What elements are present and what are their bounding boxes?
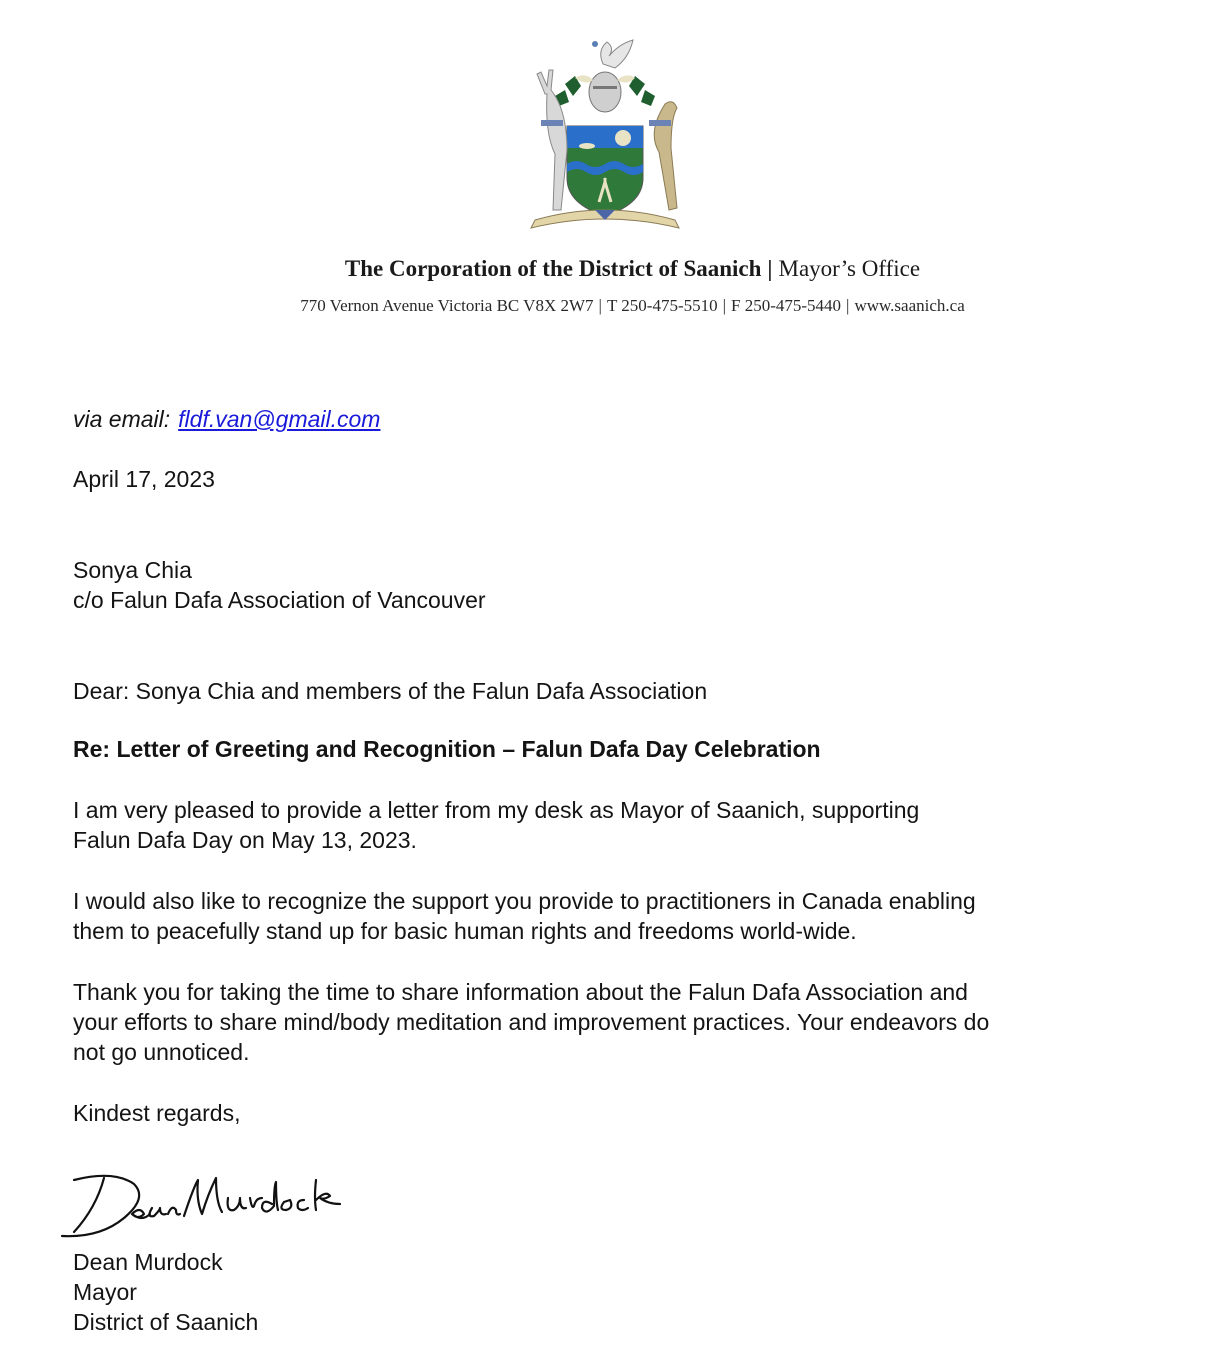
- via-label: via email:: [73, 406, 171, 432]
- via-email-line: [73, 404, 380, 434]
- address: 770 Vernon Avenue Victoria BC V8X 2W7: [300, 296, 594, 315]
- salutation: Dear: Sonya Chia and members of the Falun Dafa Association: [73, 678, 708, 704]
- signer-organization: District of Saanich: [73, 1309, 259, 1335]
- signer-name: Dean Murdock: [73, 1249, 223, 1275]
- website-link[interactable]: www.saanich.ca: [854, 296, 965, 315]
- letterhead-contact: 770 Vernon Avenue Victoria BC V8X 2W7 | T 250-475-5510 | F 250-475-5440 | www.saanich.ca: [300, 296, 965, 315]
- letterhead-title: [0, 256, 1205, 282]
- paragraph-1: I am very pleased to provide a letter from my desk as Mayor of Saanich, supporting Falun Dafa Day on May 13, 2023.: [73, 797, 920, 853]
- closing: Kindest regards,: [73, 1100, 241, 1126]
- phone: T 250-475-5510: [606, 296, 718, 315]
- recipient-block: [73, 555, 486, 615]
- signature-icon: [60, 1168, 350, 1240]
- office-name: Mayor’s Office: [778, 256, 921, 281]
- signer-title: Mayor: [73, 1279, 137, 1305]
- paragraph-3: Thank you for taking the time to share information about the Falun Dafa Association and your efforts to share mind/body meditation and improvement practices. Your endeavors do not go unnoticed.: [73, 979, 990, 1065]
- email-link[interactable]: fldf.van@gmail.com: [178, 406, 381, 432]
- signature-block: [73, 1247, 258, 1337]
- separator: |: [767, 256, 773, 281]
- subject-line: Re: Letter of Greeting and Recognition – Falun Dafa Day Celebration: [73, 736, 821, 762]
- paragraph-2: I would also like to recognize the support you provide to practitioners in Canada enabling them to peacefully stand up for basic human rights and freedoms world-wide.: [73, 888, 976, 944]
- recipient-organization: c/o Falun Dafa Association of Vancouver: [73, 587, 486, 613]
- recipient-name: Sonya Chia: [73, 557, 192, 583]
- fax: F 250-475-5440: [731, 296, 842, 315]
- letter-date: April 17, 2023: [73, 466, 215, 492]
- organization-name: The Corporation of the District of Saanich: [344, 256, 762, 281]
- coat-of-arms-icon: [515, 34, 695, 234]
